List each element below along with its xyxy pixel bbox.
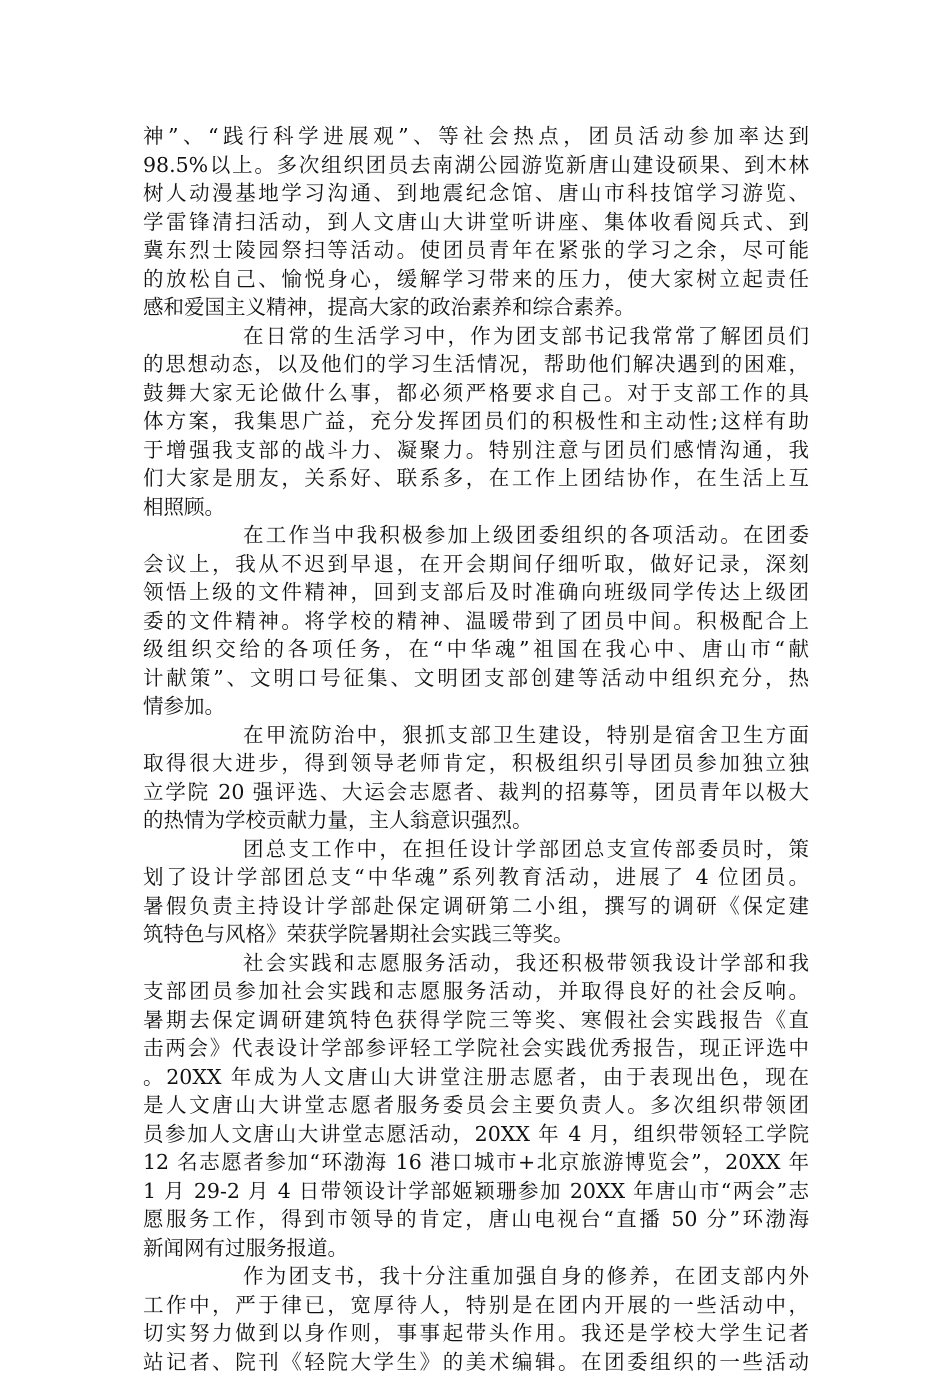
text-line: 鼓舞大家无论做什么事，都必须严格要求自己。对于支部工作的具 <box>143 379 809 408</box>
text-line: 树人动漫基地学习沟通、到地震纪念馆、唐山市科技馆学习游览、 <box>143 179 809 208</box>
text-line: 工作中，严于律已，宽厚待人，特别是在团内开展的一些活动中， <box>143 1291 809 1320</box>
text-line: 1 月 29-2 月 4 日带领设计学部姬颖珊参加 20XX 年唐山市“两会”志 <box>143 1177 809 1206</box>
text-line: 的热情为学校贡献力量，主人翁意识强烈。 <box>143 806 809 835</box>
text-line: 级组织交给的各项任务，在“中华魂”祖国在我心中、唐山市“献 <box>143 635 809 664</box>
text-line: 委的文件精神。将学校的精神、温暖带到了团员中间。积极配合上 <box>143 607 809 636</box>
text-line: 相照顾。 <box>143 493 809 522</box>
text-line: 划了设计学部团总支“中华魂”系列教育活动，进展了 4 位团员。 <box>143 863 809 892</box>
text-line: 新闻网有过服务报道。 <box>143 1234 809 1263</box>
text-line: 学雷锋清扫活动，到人文唐山大讲堂听讲座、集体收看阅兵式、到 <box>143 208 809 237</box>
text-line: 员参加人文唐山大讲堂志愿活动，20XX 年 4 月，组织带领轻工学院 <box>143 1120 809 1149</box>
text-line: 愿服务工作，得到市领导的肯定，唐山电视台“直播 50 分”环渤海 <box>143 1205 809 1234</box>
body-paragraph <box>143 521 809 721</box>
body-paragraph <box>143 721 809 835</box>
text-line: 的思想动态，以及他们的学习生活情况，帮助他们解决遇到的困难， <box>143 350 809 379</box>
text-line: 支部团员参加社会实践和志愿服务活动，并取得良好的社会反响。 <box>143 977 809 1006</box>
text-line: 98.5%以上。多次组织团员去南湖公园游览新唐山建设硕果、到木林 <box>143 151 809 180</box>
body-paragraph <box>143 322 809 522</box>
text-line: 是人文唐山大讲堂志愿者服务委员会主要负责人。多次组织带领团 <box>143 1091 809 1120</box>
text-line: 暑期去保定调研建筑特色获得学院三等奖、寒假社会实践报告《直 <box>143 1006 809 1035</box>
text-line: 作为团支书，我十分注重加强自身的修养，在团支部内外 <box>143 1262 809 1291</box>
body-paragraph <box>143 835 809 949</box>
text-line: 感和爱国主义精神，提高大家的政治素养和综合素养。 <box>143 293 809 322</box>
text-line: 站记者、院刊《轻院大学生》的美术编辑。在团委组织的一些活动 <box>143 1348 809 1376</box>
text-line: 切实努力做到以身作则，事事起带头作用。我还是学校大学生记者 <box>143 1319 809 1348</box>
text-line: 立学院 20 强评选、大运会志愿者、裁判的招募等，团员青年以极大 <box>143 778 809 807</box>
text-line: 击两会》代表设计学部参评轻工学院社会实践优秀报告，现正评选中 <box>143 1034 809 1063</box>
text-line: 社会实践和志愿服务活动，我还积极带领我设计学部和我 <box>143 949 809 978</box>
text-line: 取得很大进步，得到领导老师肯定，积极组织引导团员参加独立独 <box>143 749 809 778</box>
body-paragraph <box>143 122 809 322</box>
text-line: 们大家是朋友，关系好、联系多，在工作上团结协作，在生活上互 <box>143 464 809 493</box>
body-paragraph <box>143 949 809 1263</box>
text-line: 筑特色与风格》荣获学院暑期社会实践三等奖。 <box>143 920 809 949</box>
document-page <box>143 122 809 1376</box>
text-line: 于增强我支部的战斗力、凝聚力。特别注意与团员们感情沟通，我 <box>143 436 809 465</box>
text-line: 在工作当中我积极参加上级团委组织的各项活动。在团委 <box>143 521 809 550</box>
text-line: 在甲流防治中，狠抓支部卫生建设，特别是宿舍卫生方面 <box>143 721 809 750</box>
text-line: 暑假负责主持设计学部赴保定调研第二小组，撰写的调研《保定建 <box>143 892 809 921</box>
text-line: 体方案，我集思广益，充分发挥团员们的积极性和主动性;这样有助 <box>143 407 809 436</box>
text-line: 会议上，我从不迟到早退，在开会期间仔细听取，做好记录，深刻 <box>143 550 809 579</box>
text-line: 计献策”、文明口号征集、文明团支部创建等活动中组织充分，热 <box>143 664 809 693</box>
text-line: 12 名志愿者参加“环渤海 16 港口城市+北京旅游博览会”，20XX 年 <box>143 1148 809 1177</box>
text-line: 在日常的生活学习中，作为团支部书记我常常了解团员们 <box>143 322 809 351</box>
text-line: 冀东烈士陵园祭扫等活动。使团员青年在紧张的学习之余，尽可能 <box>143 236 809 265</box>
text-line: 。20XX 年成为人文唐山大讲堂注册志愿者，由于表现出色，现在 <box>143 1063 809 1092</box>
text-line: 情参加。 <box>143 692 809 721</box>
text-line: 的放松自己、愉悦身心，缓解学习带来的压力，使大家树立起责任 <box>143 265 809 294</box>
body-paragraph <box>143 1262 809 1376</box>
text-line: 团总支工作中，在担任设计学部团总支宣传部委员时，策 <box>143 835 809 864</box>
text-line: 神”、“践行科学进展观”、等社会热点，团员活动参加率达到 <box>143 122 809 151</box>
text-line: 领悟上级的文件精神，回到支部后及时准确向班级同学传达上级团 <box>143 578 809 607</box>
